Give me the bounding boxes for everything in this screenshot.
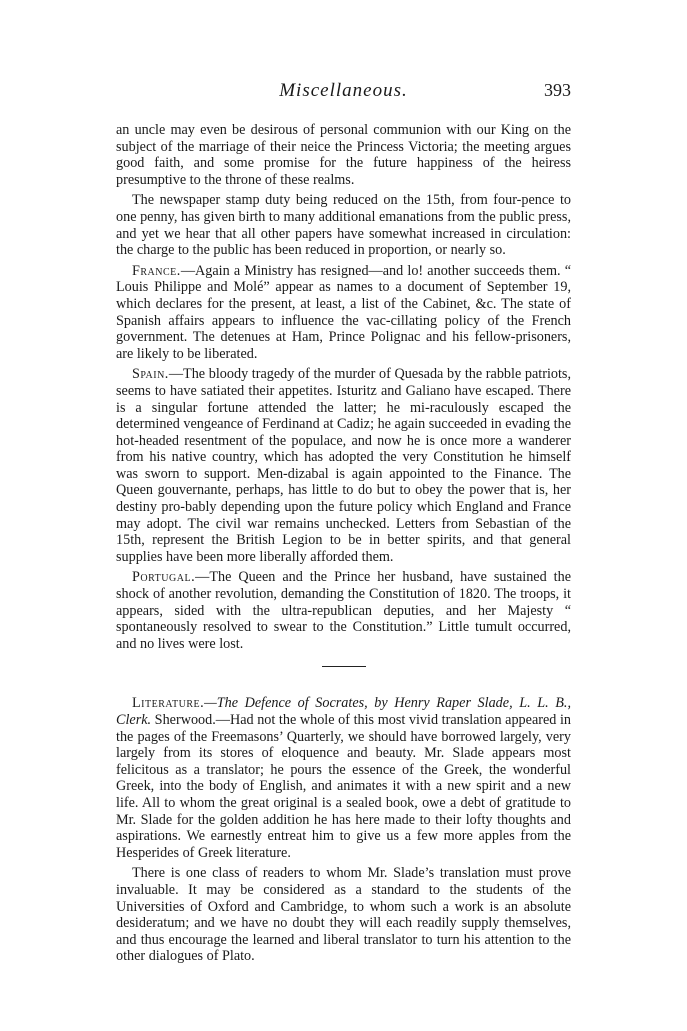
page-number: 393 [544, 80, 571, 100]
paragraph-text: Sherwood.—Had not the whole of this most vivid translation appeared in the pages of the Freemasons’ Quarterly, we should have borrowed largely, very largely from its stores of eloquence and beauty. Mr. Slade appears most felicitous as a translator; he pours the essence of the Greek, the wonderful Greek, into the body of English, and animates it with a new spirit and a new life. All to whom the great original is a sealed book, owe a debt of gratitude to Mr. Slade for the golden addition he has here made to their lofty thoughts and aspirations. We earnestly entreat him to give us a few more apples from the Hesperides of Greek literature. [116, 712, 571, 861]
paragraph-text: —The bloody tragedy of the murder of Quesada by the rabble patriots, seems to have satiated their appetites. Isturitz and Galiano have escaped. There is a singular fortune attended the latter; he mi-raculously escaped the determined vengeance of Ferdinand at Cadiz; he again succeeded in evading the hot-headed resentment of the populace, and now he is once more a wanderer from his native country, which has adopted the very Constitution he himself was sworn to support. Men-dizabal is again appointed to the Finance. The Queen gouvernante, perhaps, has little to do but to obey the power that is, her destiny pro-bably depending upon the future policy which England and France may adopt. The civil war remains unchecked. Letters from Sebastian of the 15th, represent the British Legion to be in better spirits, and that general supplies have been more liberally afforded them. [116, 366, 571, 565]
paragraph-text: The newspaper stamp duty being reduced on the 15th, from four-pence to one penny, has given birth to many additional emanations from the public press, and yet we hear that all other papers have somewhat increased in circulation: the charge to the public has been reduced in proportion, or nearly so. [116, 192, 571, 259]
paragraph-continuation [116, 122, 571, 188]
paragraph-france [116, 263, 571, 363]
section-lead-literature: Literature. [132, 695, 205, 712]
paragraph-text: —The Queen and the Prince her husband, have sustained the shock of another revolution, demanding the Constitution of 1820. The troops, it appears, sided with the ultra-republican deputies, and her Majesty “ spontaneously resolved to swear to the Constitution.” Little tumult occurred, and no lives were lost. [116, 569, 571, 652]
section-lead-portugal: Portugal. [132, 569, 196, 586]
paragraph-text: There is one class of readers to whom Mr. Slade’s translation must prove invaluable. It may be considered as a standard to the students of the Universities of Oxford and Cambridge, to whom such a work is an absolute desideratum; and we have no doubt they will each readily supply themselves, and thus encourage the learned and liberal translator to turn his attention to the other dialogues of Plato. [116, 865, 571, 965]
section-lead-france: France. [132, 262, 181, 279]
paragraph-spain [116, 366, 571, 565]
book-title: —The Defence of Socrates, by Henry Raper Slade, L. L. B., Clerk. [116, 695, 571, 728]
section-lead-spain: Spain. [132, 366, 169, 383]
section-divider [322, 666, 366, 667]
paragraph-stamp-duty [116, 192, 571, 258]
page-header [116, 80, 571, 110]
paragraph-portugal [116, 569, 571, 652]
paragraph-translation [116, 865, 571, 965]
page-body [116, 122, 571, 969]
paragraph-literature [116, 695, 571, 861]
paragraph-text: an uncle may even be desirous of personal communion with our King on the subject of the marriage of their neice the Princess Victoria; the meeting argues good faith, and some promise for the future happiness of the heiress presumptive to the throne of these realms. [116, 122, 571, 188]
paragraph-text: —Again a Ministry has resigned—and lo! another succeeds them. “ Louis Philippe and Molé” appear as names to a document of September 19, which declares for the present, at least, a list of the Cabinet, &c. The state of Spanish affairs appears to influence the vac-cillating policy of the French government. The detenues at Ham, Prince Polignac and his fellow-prisoners, are likely to be liberated. [116, 262, 571, 362]
running-head: Miscellaneous. [279, 80, 408, 101]
